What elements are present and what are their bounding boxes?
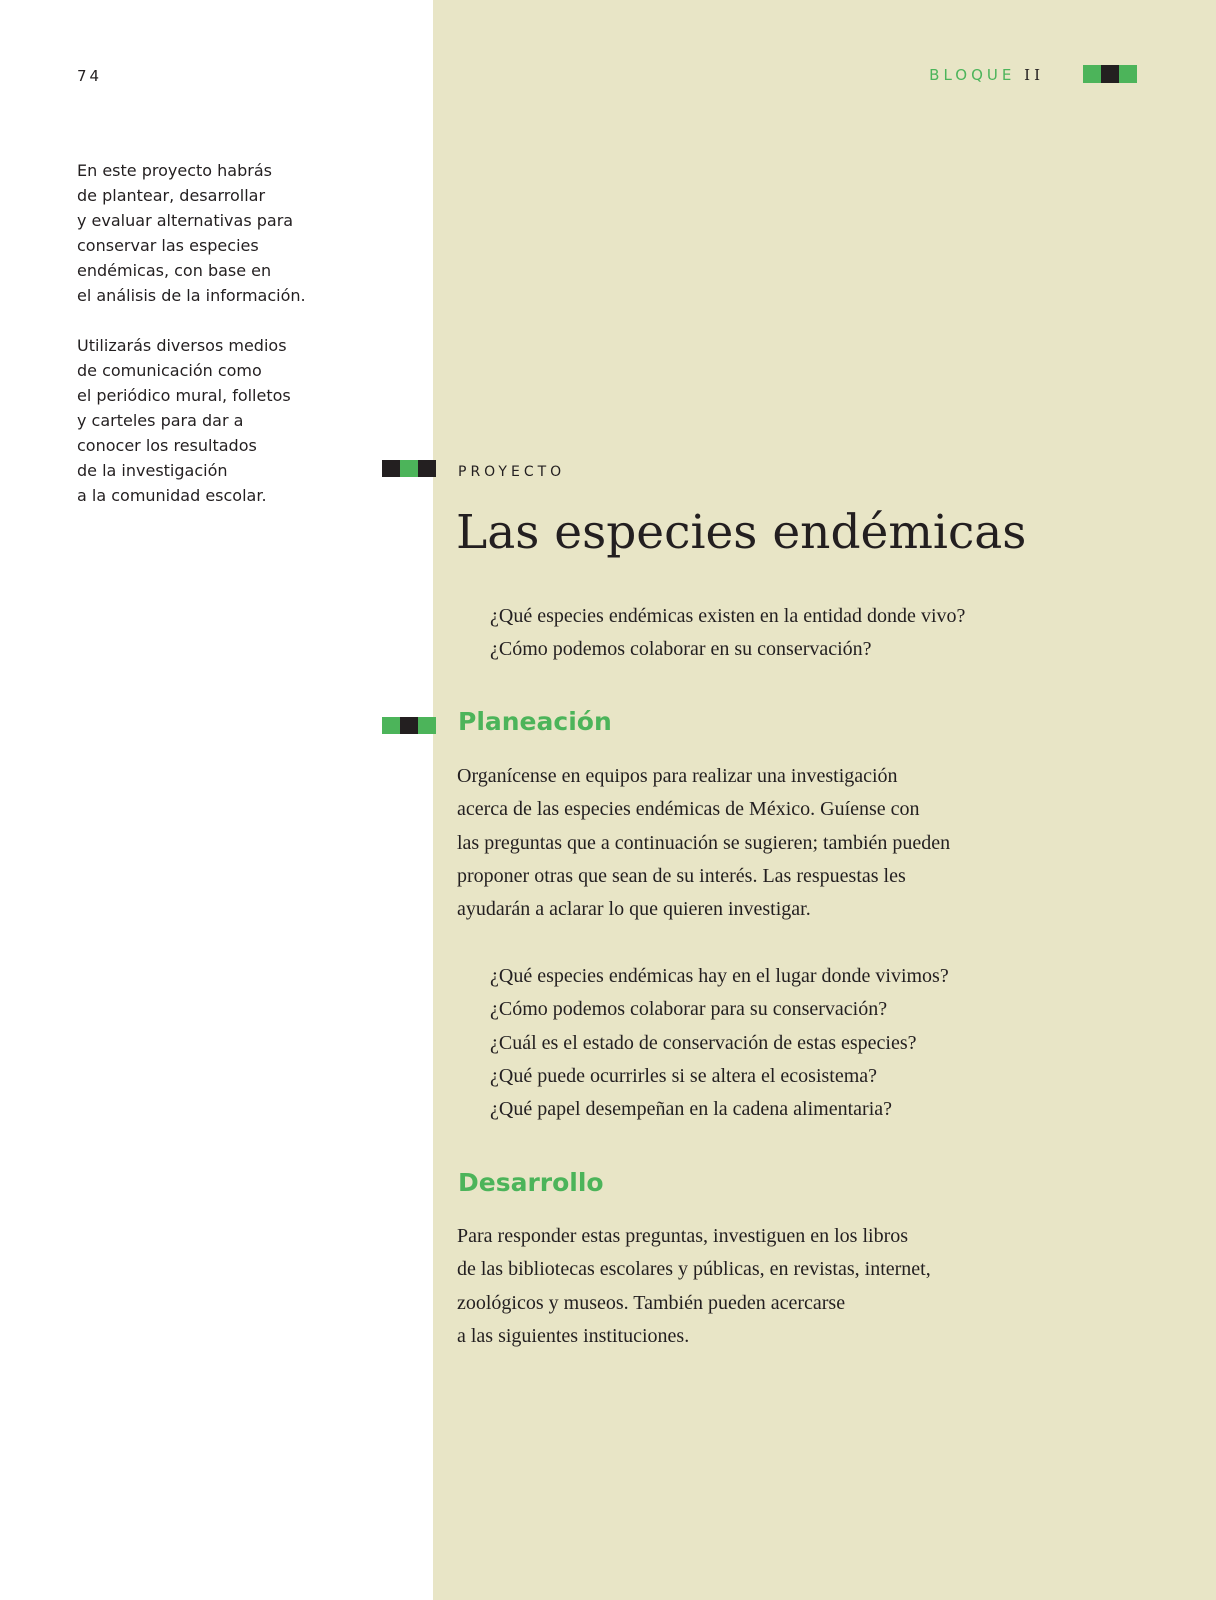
- planeacion-question: ¿Cuál es el estado de conservación de estas especies?: [490, 1031, 917, 1054]
- bloque-number: II: [1024, 66, 1044, 84]
- bloque-label: [929, 66, 1044, 84]
- project-kicker: PROYECTO: [458, 464, 566, 480]
- page-number: 74: [77, 67, 103, 85]
- header-squares-icon: [1083, 65, 1137, 83]
- desarrollo-heading: Desarrollo: [458, 1168, 604, 1197]
- sidebar-paragraph-2: Utilizarás diversos medios de comunicación como el periódico mural, folletos y carteles para dar a conocer los resultados de la investigación a la comunidad escolar.: [77, 336, 291, 505]
- bloque-word: BLOQUE: [929, 66, 1016, 84]
- planeacion-question: ¿Cómo podemos colaborar para su conservación?: [490, 998, 888, 1021]
- planeacion-questions: [490, 960, 949, 1126]
- planeacion-question: ¿Qué puede ocurrirles si se altera el ecosistema?: [490, 1064, 878, 1087]
- sidebar-paragraph-1: En este proyecto habrás de plantear, desarrollar y evaluar alternativas para conservar las especies endémicas, con base en el análisis de la información.: [77, 161, 306, 305]
- planeacion-paragraph: Organícense en equipos para realizar una investigación acerca de las especies endémicas de México. Guíense con las preguntas que a continuación se sugieren; también pueden proponer otras que sean de su interés. Las respuestas les ayudarán a aclarar lo que quieren investigar.: [457, 765, 951, 921]
- project-questions: [490, 600, 965, 667]
- page-title: Las especies endémicas: [456, 505, 1027, 560]
- planeacion-squares-icon: [382, 717, 436, 734]
- project-question: ¿Cómo podemos colaborar en su conservación?: [490, 638, 872, 661]
- desarrollo-paragraph: Para responder estas preguntas, investiguen en los libros de las bibliotecas escolares y públicas, en revistas, internet, zoológicos y museos. También pueden acercarse a las siguientes instituciones.: [457, 1225, 931, 1347]
- planeacion-question: ¿Qué especies endémicas hay en el lugar donde vivimos?: [490, 965, 949, 987]
- proyecto-squares-icon: [382, 460, 436, 477]
- planeacion-heading: Planeación: [458, 707, 612, 736]
- project-question: ¿Qué especies endémicas existen en la entidad donde vivo?: [490, 605, 966, 627]
- planeacion-question: ¿Qué papel desempeñan en la cadena alimentaria?: [490, 1098, 893, 1121]
- sidebar-intro: [77, 158, 377, 533]
